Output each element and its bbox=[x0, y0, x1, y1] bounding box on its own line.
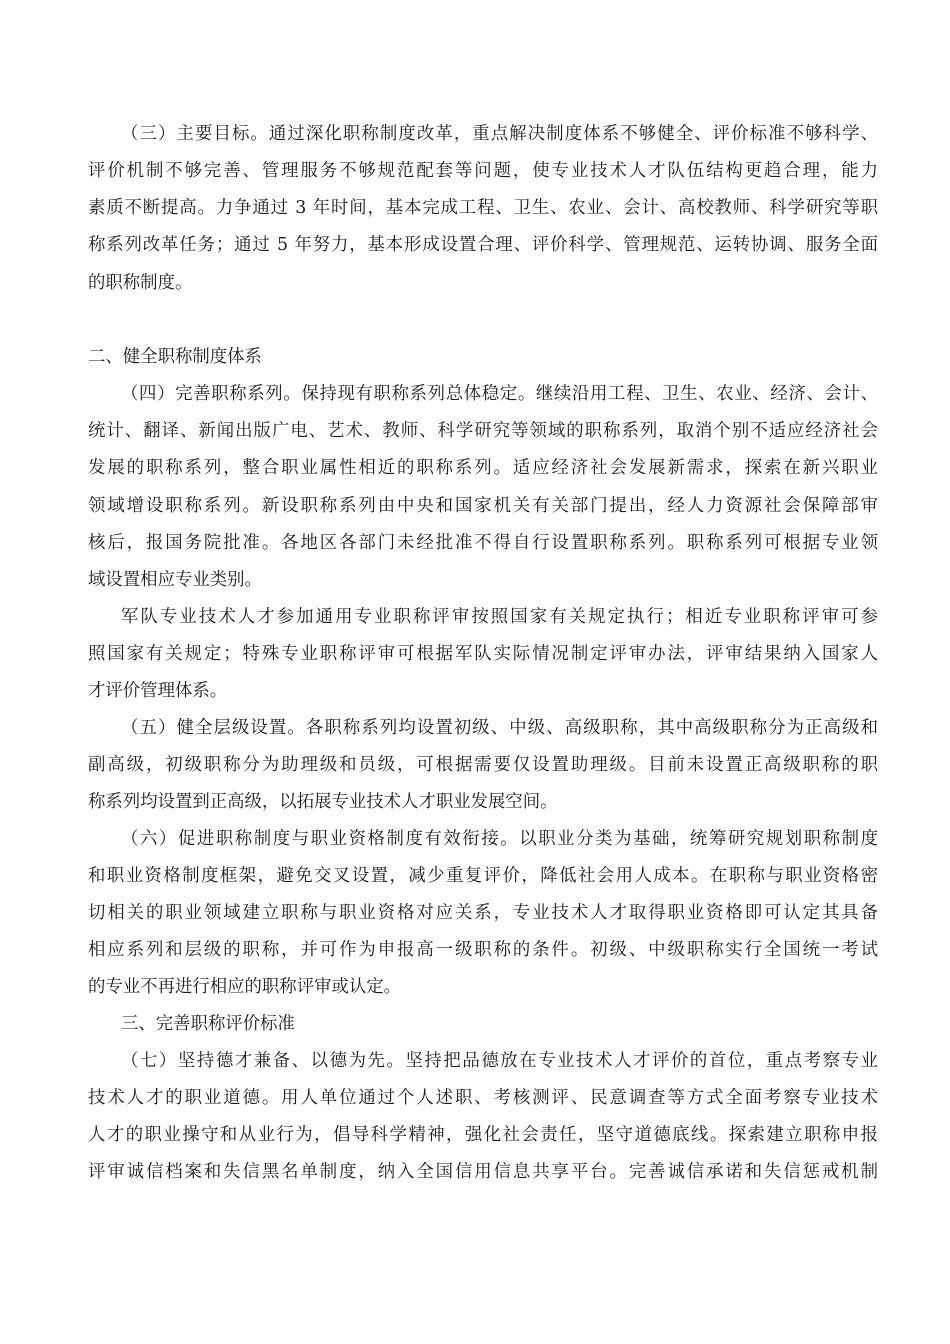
para3-line-3: 素质不断提高。力争通过 3 年时间，基本完成工程、卫生、农业、会计、高校教师、科学研究等职 bbox=[88, 198, 878, 218]
para7-line-1: （七）坚持德才兼备、以德为先。坚持把品德放在专业技术人才评价的首位，重点考察专业 bbox=[121, 1051, 878, 1071]
para7-line-2: 技术人才的职业道德。用人单位通过个人述职、考核测评、民意调查等方式全面考察专业技术 bbox=[88, 1088, 878, 1108]
para4-line-5: 核后，报国务院批准。各地区各部门未经批准不得自行设置职称系列。职称系列可根据专业领 bbox=[88, 533, 878, 553]
section-3-heading: 三、完善职称评价标准 bbox=[121, 1014, 295, 1034]
para-military-line-2: 照国家有关规定；特殊专业职称评审可根据军队实际情况制定评审办法，评审结果纳入国家人 bbox=[88, 644, 878, 664]
para7-line-4: 评审诚信档案和失信黑名单制度，纳入全国信用信息共享平台。完善诚信承诺和失信惩戒机制 bbox=[88, 1162, 878, 1182]
para4-line-1: （四）完善职称系列。保持现有职称系列总体稳定。继续沿用工程、卫生、农业、经济、会计、 bbox=[121, 384, 878, 404]
para6-line-5: 的专业不再进行相应的职称评审或认定。 bbox=[88, 977, 402, 997]
para3-line-4: 称系列改革任务；通过 5 年努力，基本形成设置合理、评价科学、管理规范、运转协调、服务全面 bbox=[88, 235, 878, 255]
para5-line-3: 称系列均设置到正高级，以拓展专业技术人才职业发展空间。 bbox=[88, 792, 558, 812]
para4-line-4: 领域增设职称系列。新设职称系列由中央和国家机关有关部门提出，经人力资源社会保障部审 bbox=[88, 496, 878, 516]
para7-line-3: 人才的职业操守和从业行为，倡导科学精神，强化社会责任，坚守道德底线。探索建立职称申报 bbox=[88, 1125, 878, 1145]
para4-line-3: 发展的职称系列，整合职业属性相近的职称系列。适应经济社会发展新需求，探索在新兴职业 bbox=[88, 458, 878, 478]
para5-line-1: （五）健全层级设置。各职称系列均设置初级、中级、高级职称，其中高级职称分为正高级和 bbox=[121, 718, 878, 738]
para5-line-2: 副高级，初级职称分为助理级和员级，可根据需要仅设置助理级。目前未设置正高级职称的职 bbox=[88, 755, 878, 775]
para4-line-6: 域设置相应专业类别。 bbox=[88, 570, 262, 590]
para-military-line-1: 军队专业技术人才参加通用专业职称评审按照国家有关规定执行；相近专业职称评审可参 bbox=[121, 607, 878, 627]
para6-line-2: 和职业资格制度框架，避免交叉设置，减少重复评价，降低社会用人成本。在职称与职业资格密 bbox=[88, 866, 878, 886]
para6-line-4: 相应系列和层级的职称，并可作为申报高一级职称的条件。初级、中级职称实行全国统一考试 bbox=[88, 940, 878, 960]
para3-line-1: （三）主要目标。通过深化职称制度改革，重点解决制度体系不够健全、评价标准不够科学、 bbox=[121, 124, 878, 144]
para6-line-3: 切相关的职业领域建立职称与职业资格对应关系，专业技术人才取得职业资格即可认定其具备 bbox=[88, 903, 878, 923]
section-2-heading: 二、健全职称制度体系 bbox=[88, 347, 262, 367]
para-military-line-3: 才评价管理体系。 bbox=[88, 681, 228, 701]
para3-line-2: 评价机制不够完善、管理服务不够规范配套等问题，使专业技术人才队伍结构更趋合理，能力 bbox=[88, 161, 878, 181]
para3-line-5: 的职称制度。 bbox=[88, 273, 193, 293]
para6-line-1: （六）促进职称制度与职业资格制度有效衔接。以职业分类为基础，统筹研究规划职称制度 bbox=[121, 829, 878, 849]
para4-line-2: 统计、翻译、新闻出版广电、艺术、教师、科学研究等领域的职称系列，取消个别不适应经济社会 bbox=[88, 421, 878, 441]
